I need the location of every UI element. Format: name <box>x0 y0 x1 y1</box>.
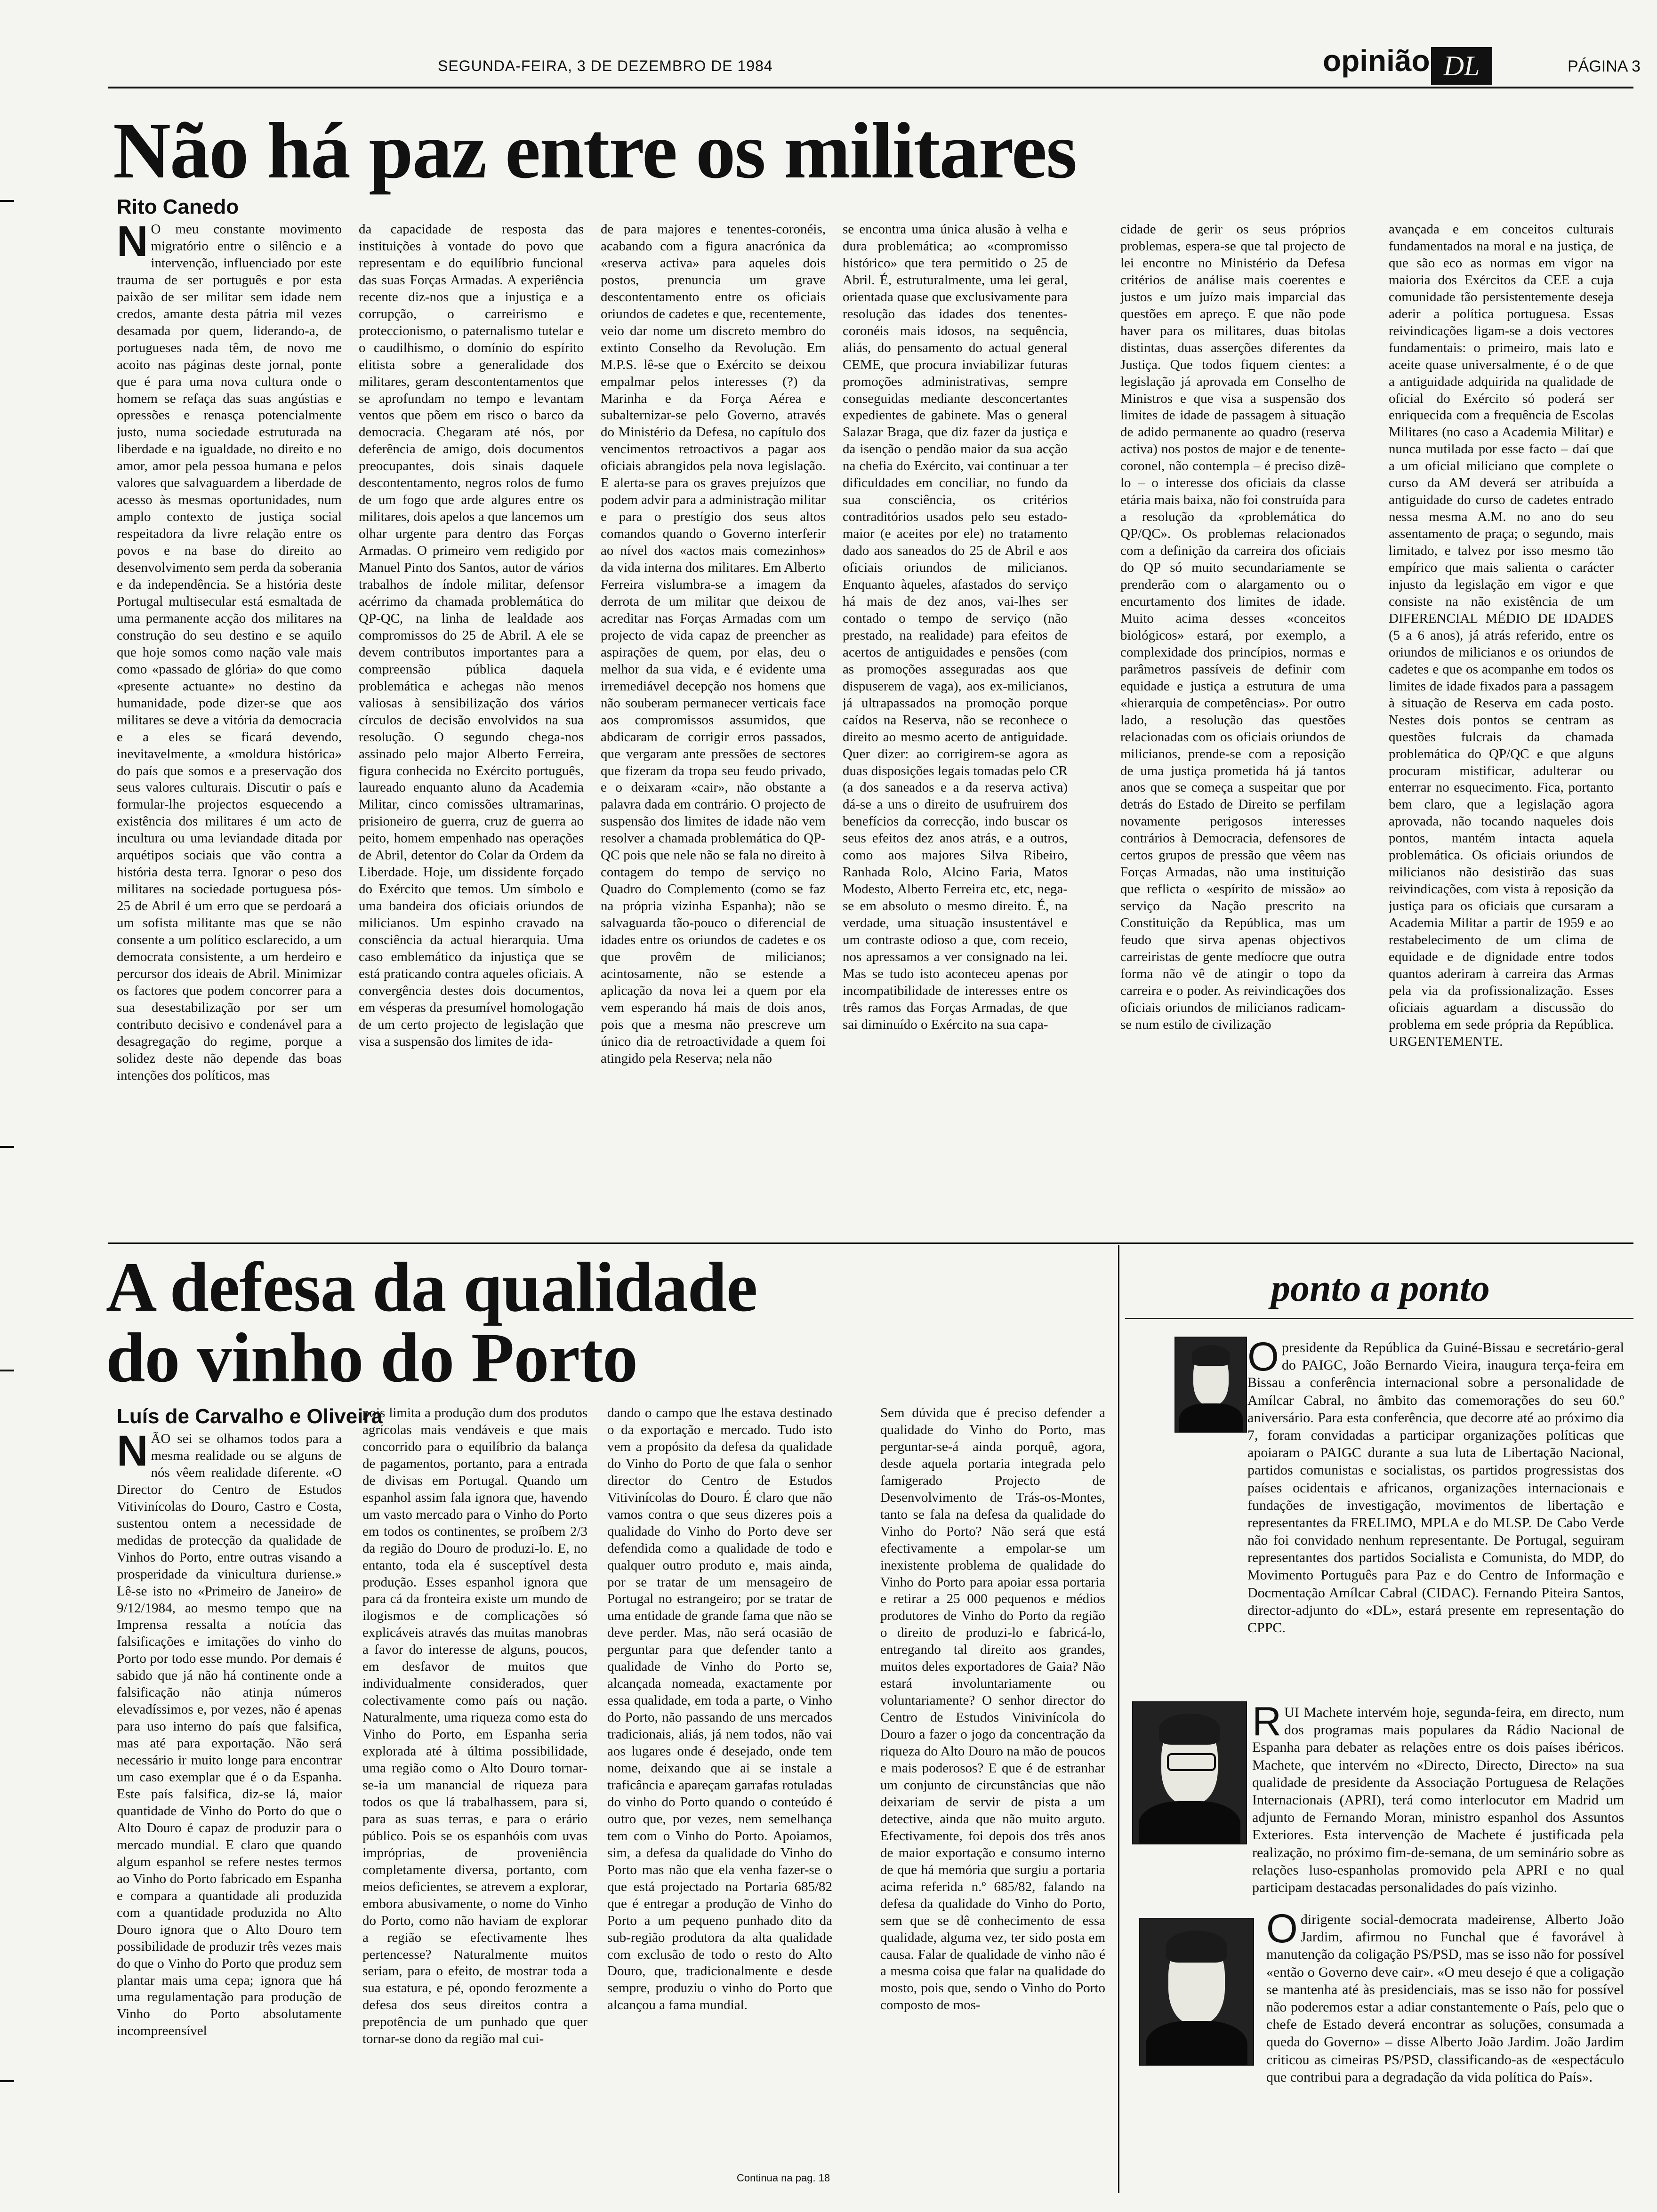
article2-column-1 <box>117 1431 342 2191</box>
news-item-1-text: presidente da República da Guiné-Bissau e secretário-geral do PAIGC, João Bernardo Vieira, inaugura terça-feira em Bissau a conferência internacional sobre a personalidade de Amílcar Cabral, no âmbito das comemorações do seu 60.º aniversário. Para esta conferência, que decorre até ao próximo dia 7, foram convidadas a participar organizações políticas que apoiaram o PAIGC durante a sua luta de Libertação Nacional, partidos comunistas e socialistas, os partidos progressistas dos países ocidentais e africanos, organizações internacionais e fundações de investigação, movimentos de libertação e representantes da FRELIMO, MPLA e do MLSP. De Cabo Verde não foi convidado nenhum representante. De Portugal, seguiram representantes dos partidos Socialista e Comunista, do MDP, do Movimento Português para Paz e do Centro de Informação e Docmentação Amílcar Cabral (CIDAC). Fernando Piteira Santos, director-adjunto do «DL», estará presente em representação do CPPC. <box>1247 1340 1624 1635</box>
article2-headline <box>106 1248 757 1397</box>
publication-date: SEGUNDA-FEIRA, 3 DE DEZEMBRO DE 1984 <box>438 57 773 74</box>
article2-headline-line1: A defesa da qualidade <box>106 1248 757 1326</box>
article2-text-3: dando o campo que lhe estava destinado o da exportação e mercado. Tudo isto vem a propósito da defesa da qualidade do Vinho do Porto de que fala o senhor director do Centro de Estudos Vitivinícolas do Douro. É claro que não vamos contra o que seus dizeres pois a qualidade do Vinho do Porto deve ser defendida como a qualidade de todo e qualquer outro produto e, mais ainda, por se tratar de um mensageiro de Portugal no estrangeiro; por se tratar de uma entidade de grande fama que não se deve perder. Mas, não será ocasião de perguntar para que defender tanto a qualidade de Vinho do Porto se, alcançada nomeada, exactamente por essa qualidade, em toda a parte, o Vinho do Porto, não passando de uns mercados tradicionais, aliás, já nem todos, não vai aos lugares onde é desejado, onde tem nome, deixando que ai se instale a traficância e apareçam garrafas rotuladas do vinho do Porto quando o conteúdo é outro que, por vezes, nem semelhança tem com o Vinho do Porto. Apoiamos, sim, a defesa da qualidade do Vinho do Porto mas não que ela venha fazer-se o que está projectado na Portaria 685/82 que é entregar a produção de Vinho do Porto a um pequeno punhado dito da sub-região produtora da alta qualidade com exclusão de todo o resto do Alto Douro, que, tradicionalmente e desde sempre, produziu o vinho do Porto que alcançou a fama mundial. <box>607 1405 832 2013</box>
article1-byline: Rito Canedo <box>117 195 239 218</box>
article1-column-3 <box>601 221 826 1219</box>
article2-text-1: ÃO sei se olhamos todos para a mesma realidade ou se alguns de nós vêem realidade diferente. «O Director do Centro de Estudos Vitivinícolas do Douro, Castro e Costa, sustentou ontem a necessidade de medidas de protecção da qualidade de Vinhos do Porto, entre outras visando a prosperidade da vinicultura duriense.» Lê-se isto no «Primeiro de Janeiro» de 9/12/1984, ao mesmo tempo que na Imprensa ressalta a notícia das falsificações e imitações do vinho do Porto por todo esse mundo. Por demais é sabido que já não há continente onde a falsificação não atinja números elevadíssimos e, por vezes, não é apenas para uso interno do país que falsifica, mas até para exportação. Não será necessário ir muito longe para encontrar um caso exemplar que é o da Espanha. Este país falsifica, diz-se lá, maior quantidade de Vinho do Porto do que o Alto Douro é capaz de produzir para o mercado mundial. E claro que quando algum espanhol se refere nestes termos ao Vinho do Porto fabricado em Espanha e compara a quantidade ali produzida com a quantidade produzida no Alto Douro ignora que o Alto Douro tem possibilidade de produzir três vezes mais do que o Vinho do Porto que produz sem plantar mais uma cepa; ignora que há uma regulamentação para produção de Vinho do Porto absolutamente incompreensível <box>117 1431 342 2039</box>
news-item-2-text: UI Machete intervém hoje, segunda-feira, em directo, num dos programas mais populares da Rádio Nacional de Espanha para debater as relações entre os dois países ibéricos. Machete, que intervém no «Directo, Directo, Directo» na sua qualidade de presidente da Associação Portuguesa de Relações Internacionais (APRI), terá como interlocutor em Madrid um adjunto de Fernando Moran, ministro espanhol dos Assuntos Exteriores. Esta intervenção de Machete é justificada pela realização, no próximo fim-de-semana, de um seminário sobre as relações luso-espanholas promovido pela APRI e no qual participam destacadas personalidades do país vizinho. <box>1252 1705 1624 1895</box>
news-item-1-dropcap: O <box>1247 1334 1279 1379</box>
newspaper-logo: DL <box>1431 47 1492 85</box>
article1-text-1: O meu constante movimento migratório entre o silêncio e a intervenção, influenciado por este trauma de ser português e por esta paixão de ser militar sem idade nem credos, amante desta pátria mil vezes desamada por quem, liderando-a, de portugueses nada têm, de novo me acoito nas páginas deste jornal, ponte que é para uma nova cultura onde o homem se refaça das suas angústias e opressões e renasça potencialmente justo, numa sociedade estruturada na liberdade e na igualdade, no direito e no amor, amor pela pessoa humana e pelos valores que salvaguardem a liberdade de acesso às mesmas oportunidades, num amplo contexto de justiça social respeitadora da livre relação entre os povos e na base do direito ao desenvolvimento sem perda da soberania e da independência. Se a história deste Portugal multisecular está esmaltada de uma permanente acção dos militares na construção do seu destino e se aquilo que hoje somos como nação vale mais como «passado de glória» do que como «presente actuante» no destino da humanidade, pode dizer-se que aos militares se deve a vitória da democracia e a eles se ficará devendo, inevitavelmente, a «moldura histórica» do país que somos e a preservação dos seus valores culturais. Discutir o país e formular-lhe projectos esquecendo a existência dos militares é um acto de incultura ou uma leviandade ditada por arquétipos sociais que vão contra a história desta terra. Ignorar o peso dos militares na sociedade portuguesa pós-25 de Abril é um erro que se perdoará a um sofista militante mas que se não consente a um político esclarecido, a um democrata consistente, a um herdeiro e percursor dos ideais de Abril. Minimizar os factores que podem concorrer para a sua desestabilização por ser um contributo decisivo e condenável para a desagregação do regime, porque a solidez deste não depende das boas intenções dos políticos, mas <box>117 222 342 1083</box>
article1-text-3: de para majores e tenentes-coronéis, acabando com a figura anacrónica da «reserva activa» para aqueles dois postos, prenuncia um grave descontentamento entre os oficiais oriundos de cadetes e que, recentemente, veio dar nome um discreto membro do extinto Conselho da Revolução. Em M.P.S. lê-se que o Exército se deixou empalmar pelos interesses (?) da Marinha e da Força Aérea e subalternizar-se pelo Governo, através do Ministério da Defesa, no capítulo dos vencimentos retroactivos a pagar aos oficiais abrangidos pela nova legislação. E alerta-se para os graves prejuízos que podem advir para a administração militar e para o prestígio dos seus altos comandos quando o Governo interferir ao nível dos «actos mais comezinhos» da vida interna dos militares. Em Alberto Ferreira vislumbra-se a imagem da derrota de um militar que deixou de acreditar nas Forças Armadas com um projecto de vida capaz de preencher as aspirações de quem, por elas, deu o melhor da sua vida, e é evidente uma irremediável decepção nos homens que não souberam permanecer verticais face aos compromissos assumidos, que abdicaram de corrigir erros passados, que vergaram ante pressões de sectores que fizeram da tropa seu feudo privado, e o deixaram «cair», não obstante a palavra dada em contrário. O projecto de suspensão dos limites de idade não vem resolver a chamada problemática do QP-QC pois que nele não se fala no direito à contagem do tempo de serviço no Quadro do Complemento (como se faz na própria vizinha Espanha); não se salvaguarda tão-pouco o diferencial de idades entre os oriundos de cadetes e os que provêm de milicianos; acintosamente, não se estende a aplicação da nova lei a quem por ela vem esperando há mais de dois anos, pois que a mesma não prescreve um único dia de retroactividade a quem foi atingido pela Reserva; nela não <box>601 222 826 1066</box>
continuation-note: Continua na pag. 18 <box>737 2172 830 2184</box>
section-divider <box>108 1242 1633 1244</box>
article2-column-4 <box>880 1405 1105 2191</box>
news-item-3-dropcap: O <box>1266 1906 1298 1951</box>
article1-column-2 <box>359 221 584 1219</box>
article1-text-5: cidade de gerir os seus próprios problemas, espera-se que tal projecto de lei encontre no Ministério da Defesa critérios de análise mais coerentes e justos e um juízo mais imparcial das questões em apreço. E que não pode haver para os militares, duas bitolas distintas, duas asserções diferentes da Justiça. Que todos fiquem cientes: a legislação já aprovada em Conselho de Ministros e que visa a suspensão dos limites de idade de passagem à situação de adido permanente ao quadro (reserva activa) nos postos de major e de tenente-coronel, não contempla – é preciso dizê-lo – o interesse dos oficiais da classe etária mais baixa, não foi construída para a resolução da «problemática do QP/QC». Os problemas relacionados com a definição da carreira dos oficiais do QP só muito secundariamente se prenderão com o alargamento ou o encurtamento dos limites de idade. Muito acima desses «conceitos biológicos» estará, por exemplo, a complexidade dos princípios, normas e parâmetros passíveis de definir com equidade e justiça a estrutura de uma «hierarquia de competências». Por outro lado, a resolução das questões relacionadas com os oficiais oriundos de milicianos, prende-se com a reposição de uma justiça prometida há já tantos anos que se começa a suspeitar que por detrás do Estado de Direito se perfilam novamente perigosos interesses contrários à Democracia, defensores de certos grupos de pressão que vêem nas Forças Armadas, não uma instituição que reflicta o «espírito de missão» ao serviço da Nação prescrito na Constituição da República, mas um feudo que sirva apenas objectivos carreiristas de gente medíocre que outra forma não vê de atingir o topo da carreira e o poder. As reivindicações dos oficiais oriundos de milicianos radicam-se num estilo de civilização <box>1120 222 1345 1032</box>
registration-mark <box>0 200 14 202</box>
registration-mark <box>0 1146 14 1148</box>
header-rule <box>108 87 1633 88</box>
article1-column-4 <box>843 221 1068 1219</box>
article1-dropcap: N <box>117 221 148 265</box>
article2-text-4: Sem dúvida que é preciso defender a qualidade do Vinho do Porto, mas perguntar-se-á ainda porquê, agora, desde aquela portaria integrada pelo famigerado Projecto de Desenvolvimento de Trás-os-Montes, tanto se fala na defesa da qualidade do Vinho do Porto? Não será que está efectivamente a empolar-se um inexistente problema de qualidade do Vinho do Porto para apoiar essa portaria e retirar a 25 000 pequenos e médios produtores de Vinho do Porto da região o direito de produzi-lo e fabricá-lo, entregando tal direito aos grandes, muitos deles exportadores de Gaia? Não estará involuntariamente ou voluntariamente? O senhor director do Centro de Estudos Vinivinícola do Douro a fazer o jogo da concentração da riqueza do Alto Douro na mão de poucos e mais poderosos? E que é de estranhar um conjunto de circunstâncias que não deixariam de servir de pista a um detective, ainda que não muito arguto. Efectivamente, foi depois dos três anos de maior exportação e consumo interno de que há memória que surgiu a portaria acima referida n.º 685/82, falando na defesa da qualidade do Vinho do Porto, sem que se dê conhecimento de essa qualidade, alguma vez, ter sido posta em causa. Falar de qualidade de vinho não é a mesma coisa que falar na qualidade do mosto, pois que, sendo o Vinho do Porto composto de mos- <box>880 1405 1105 2013</box>
article1-column-1 <box>117 221 342 1219</box>
article2-text-2: pois limita a produção dum dos produtos agrícolas mais vendáveis e que mais concorrido para o equilíbrio da balança de pagamentos, portanto, para a entrada de divisas em Portugal. Quando um espanhol assim fala ignora que, havendo um vasto mercado para o Vinho do Porto em todos os continentes, se proíbem 2/3 da região do Douro de produzi-lo. E, no entanto, toda ela é susceptível desta produção. Esses espanhol ignora que para cá da fronteira existe um mundo de ilogismos e de complicações só explicáveis através das muitas manobras a favor do interesse de alguns, poucos, em desfavor de muitos que individualmente considerados, quer colectivamente como país ou nação. Naturalmente, uma riqueza como esta do Vinho do Porto, em Espanha seria explorada até à última possibilidade, uma região como o Alto Douro tornar-se-ia um manancial de riqueza para todos os que lá trabalhassem, para si, para as suas terras, e para o erário público. Pois se os espanhóis com uvas impróprias, de proveniência completamente diversa, portanto, com meios deficientes, se atrevem a explorar, embora abusivamente, o nome do Vinho do Porto, como não haviam de explorar a região se efectivamente lhes pertencesse? Naturalmente muitos seriam, para o efeito, de mostrar toda a sua estatura, e pé, opondo ferozmente a defesa dos seus direitos contra a prepotência de um punhado que quer tornar-se dono da região mal cui- <box>362 1405 587 2047</box>
portrait-photo-2 <box>1132 1701 1247 1844</box>
article2-dropcap: N <box>117 1431 148 1475</box>
page-number: PÁGINA 3 <box>1568 57 1641 75</box>
article1-column-5 <box>1120 221 1345 1219</box>
article1-headline: Não há paz entre os militares <box>113 106 1077 195</box>
article1-text-6: avançada e em conceitos culturais fundamentados na moral e na justiça, de que são eco as normas em vigor na maioria dos Exércitos da CEE a cuja comunidade tão persistentemente deseja aderir a política portuguesa. Essas reivindicações ligam-se a dois vectores fundamentais: o primeiro, mais lato e aceite quase universalmente, é o de que a antiguidade adquirida na qualidade de oficial do Exército só poderá ser enriquecida com a frequência de Escolas Militares (no caso a Academia Militar) e nunca mutilada por esse facto – daí que a um oficial miliciano que complete o curso da AM deverá ser atribuída a antiguidade do curso de cadetes entrado nessa mesma A.M. no ano do seu assentamento de praça; o segundo, mais limitado, e talvez por isso mesmo tão empírico que mais salienta o carácter injusto da legislação em vigor e que consiste na não existência de um DIFERENCIAL MÉDIO DE IDADES (5 a 6 anos), já atrás referido, entre os oriundos de milicianos e os oriundos de cadetes e que os acompanhe em todos os limites de idade fixados para a passagem à situação de Reserva em cada posto. Nestes dois pontos se centram as questões fulcrais da chamada problemática do QP/QC e que alguns procuram mistificar, adulterar ou enterrar no esquecimento. Fica, portanto bem claro, que a legislação agora aprovada, não tocando naqueles dois pontos, mantém intacta aquela problemática. Os oficiais oriundos de milicianos não desistirão das suas reivindicações, com vista à reposição da justiça para os oficiais que cursaram a Academia Militar a partir de 1959 e ao restabelecimento de um clima de equidade e de dignidade entre todos quantos aderiram à carreira das Armas pela via da profissionalização. Esses oficiais aguardam a discussão do problema em sede própria da República. URGENTEMENTE. <box>1389 222 1614 1049</box>
registration-mark <box>0 1370 14 1371</box>
news-item-3-text: dirigente social-democrata madeirense, Alberto João Jardim, afirmou no Funchal que é favorável à manutenção da coligação PS/PSD, mas se isso não for possível «então o Governo deve cair». «O meu desejo é que a coligação se mantenha até às presidenciais, mas se isso não for possível não poderemos estar a adiar constantemente o País, pelo que o chefe de Estado deverá encontrar as soluções, consumada a queda do Governo» – disse Alberto João Jardim. João Jardim criticou as cimeiras PS/PSD, classificando-as de «espectáculo que contribui para a degradação da vida política do País». <box>1266 1912 1624 2085</box>
section-name: opinião <box>1323 44 1430 78</box>
registration-mark <box>0 2080 14 2082</box>
portrait-photo-3 <box>1139 1918 1254 2066</box>
news-item-3 <box>1266 1906 1624 2184</box>
article2-headline-line2: do vinho do Porto <box>106 1319 638 1397</box>
article1-text-4: se encontra uma única alusão à velha e dura problemática; ao «compromisso histórico» que tera permitido o 25 de Abril. É, estruturalmente, uma lei geral, orientada quase que exclusivamente para resolução das idades dos tenentes-coronéis mais idosos, na sequência, aliás, do pensamento do actual general CEME, que procura inviabilizar futuras promoções administrativas, sempre conseguidas mediante desconcertantes expedientes de gabinete. Mas o general Salazar Braga, que diz fazer da justiça e da isenção o pendão maior da sua acção na chefia do Exército, vai continuar a ter dificuldades em conciliar, no fundo da sua consciência, os critérios contraditórios usados pelo seu estado-maior (e aceites por ele) no tratamento dado aos saneados do 25 de Abril e aos oficiais oriundos de milicianos. Enquanto àqueles, afastados do serviço há mais de dez anos, vai-lhes ser contado o tempo de serviço (não prestado, na realidade) para efeitos de acertos de antiguidades e pensões (com as promoções asseguradas aos que dispuserem de vaga), aos ex-milicianos, já ultrapassados na promoção porque caídos na Reserva, não se reconhece o direito ao mesmo acerto de antiguidade. Quer dizer: ao corrigirem-se agora as duas disposições legais tomadas pelo CR (a dos saneados e a da reserva activa) dá-se a uns o direito de usufruirem dos benefícios da correcção, indo buscar os seus efeitos dez anos atrás, e a outros, como aos majores Silva Ribeiro, Ranhada Rolo, Alcino Faria, Matos Modesto, Alberto Ferreira etc, etc, nega-se em absoluto o mesmo direito. É, na verdade, uma situação insustentável e um contraste odioso a que, com receio, nos apressamos a ver consignado na lei. Mas se tudo isto aconteceu apenas por incompatibilidade de interesses entre os três ramos das Forças Armadas, de que sai diminuído o Exército na sua capa- <box>843 222 1068 1032</box>
news-item-2 <box>1252 1699 1624 1897</box>
article1-column-6 <box>1389 221 1614 1219</box>
ponto-a-ponto-rule <box>1125 1318 1633 1319</box>
article2-column-3 <box>607 1405 832 2191</box>
article2-column-2 <box>362 1405 587 2191</box>
news-item-2-dropcap: R <box>1252 1699 1282 1744</box>
news-item-1 <box>1247 1334 1624 1687</box>
article2-byline: Luís de Carvalho e Oliveira <box>117 1405 383 1428</box>
portrait-photo-1 <box>1174 1337 1247 1433</box>
ponto-a-ponto-title: ponto a ponto <box>1271 1266 1490 1309</box>
article1-text-2: da capacidade de resposta das instituições à vontade do povo que representam e do equilíbrio funcional das suas Forças Armadas. A experiência recente diz-nos que a injustiça e a corrupção, o carreirismo e proteccionismo, o paternalismo tutelar e o caudilhismo, o domínio do espírito elitista sobre a generalidade dos militares, geram descontentamentos que se aprofundam no tempo e levantam ventos que põem em risco o barco da democracia. Chegaram até nós, por deferência de amigo, dois documentos preocupantes, dois sinais daquele descontentamento, negros rolos de fumo de um fogo que arde algures entre os militares, dois apelos a que lancemos um olhar urgente para dentro das Forças Armadas. O primeiro vem redigido por Manuel Pinto dos Santos, autor de vários trabalhos de índole militar, defensor acérrimo da chamada problemática do QP-QC, na linha de lealdade aos compromissos do 25 de Abril. A ele se devem contributos importantes para a compreensão pública daquela problemática e achegas não menos valiosas à sensibilização dos vários círculos de decisão envolvidos na sua resolução. O segundo chega-nos assinado pelo major Alberto Ferreira, figura conhecida no Exército português, laureado enquanto aluno da Academia Militar, cinco comissões ultramarinas, prisioneiro de guerra, cruz de guerra ao peito, homem empenhado nas operações de Abril, detentor do Colar da Ordem da Liberdade. Hoje, um dissidente forçado do Exército que temos. Um símbolo e uma bandeira dos oficiais oriundos de milicianos. Um espinho cravado na consciência da actual hierarquia. Uma caso emblemático da injustiça que se está praticando contra aqueles oficiais. A convergência destes dois documentos, em vésperas da presumível homologação de um certo projecto de legislação que visa a suspensão dos limites de ida- <box>359 222 584 1049</box>
